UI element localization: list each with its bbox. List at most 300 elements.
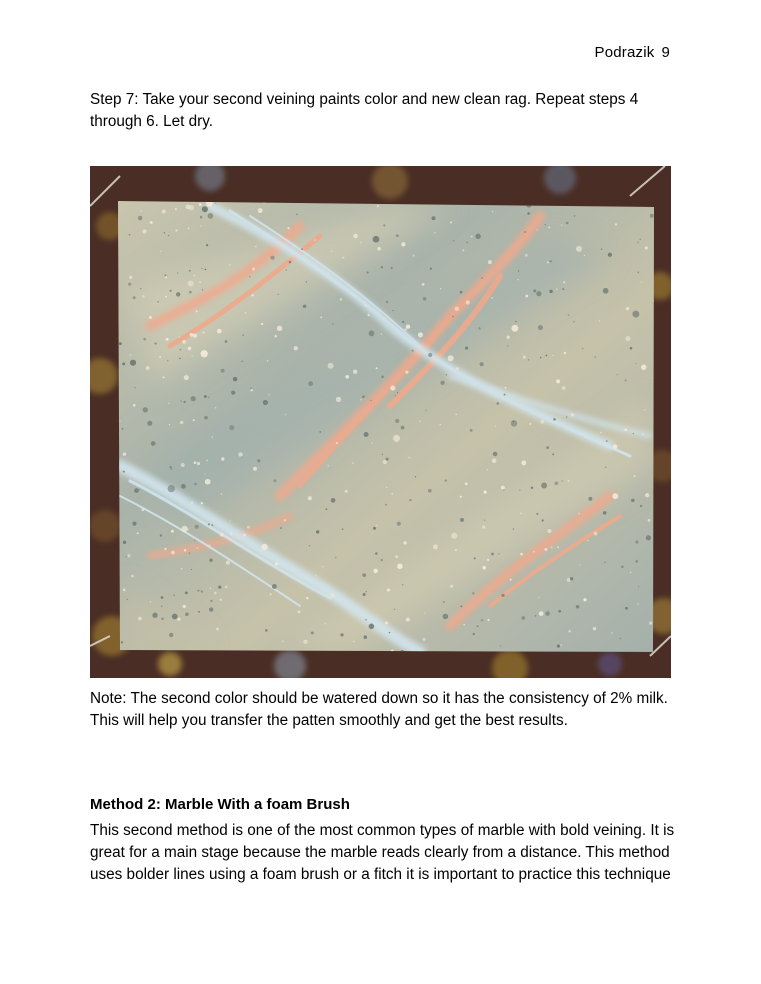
paint-speckle [210,588,211,589]
paint-speckle [401,426,405,430]
paint-speckle [515,321,517,323]
paint-speckle [451,533,457,539]
paint-speckle [423,638,426,641]
paint-speckle [146,366,150,370]
paint-speckle [389,632,390,633]
paint-speckle [599,320,600,321]
paint-speckle [603,288,609,294]
paint-speckle [556,289,558,291]
paint-speckle [440,288,442,290]
paint-speckle [383,224,385,226]
paint-speckle [270,256,274,260]
paint-speckle [547,261,549,263]
paint-speckle [209,559,212,562]
paint-speckle [450,221,452,223]
paint-speckle [249,276,250,277]
paint-speckle [419,421,420,422]
paint-speckle [140,210,141,211]
paint-speckle [460,496,462,498]
paint-speckle [342,257,344,259]
paint-speckle [162,209,166,213]
paint-speckle [306,597,308,599]
paint-speckle [376,525,377,526]
paint-speckle [393,435,400,442]
paint-speckle [523,356,526,359]
paint-speckle [552,355,553,356]
paint-speckle [277,294,278,295]
paint-speckle [322,566,323,567]
paint-speckle [241,361,243,363]
paint-speckle [641,365,646,370]
paint-speckle [169,633,173,637]
paint-speckle [289,261,291,263]
paint-speckle [270,593,272,595]
paint-speckle [134,488,139,493]
paint-speckle [128,283,131,286]
paint-speckle [165,296,167,298]
paint-speckle [181,463,185,467]
paint-speckle [201,502,203,504]
paint-speckle [547,529,551,533]
paint-speckle [151,441,156,446]
step-7-paragraph: Step 7: Take your second veining paints color and new clean rag. Repeat steps 4 through 6. Let dry. [90,91,639,130]
paint-speckle [386,301,388,303]
paint-speckle [328,363,334,369]
paint-speckle [452,316,454,318]
paint-speckle [220,533,224,537]
paint-speckle [487,469,488,470]
paint-speckle [255,246,256,247]
paint-speckle [200,216,203,219]
paint-speckle [123,541,126,544]
paint-speckle [215,203,216,204]
paint-speckle [646,535,651,540]
paint-speckle [373,569,378,574]
paint-speckle [365,305,367,307]
paint-speckle [123,471,125,473]
paint-speckle [155,343,157,345]
paint-speckle [272,584,277,589]
paint-speckle [406,617,410,621]
paint-speckle [306,281,307,282]
paint-speckle [540,357,542,359]
paint-speckle [208,213,214,219]
paint-speckle [325,508,327,510]
paint-speckle [637,603,638,604]
note-paragraph: Note: The second color should be watered down so it has the consistency of 2% milk. This will help you transfer the patten smoothly and get the best results. [90,690,668,729]
paint-speckle [370,400,372,402]
paint-speckle [130,360,136,366]
paint-speckle [185,612,189,616]
paint-speckle [280,527,282,529]
paint-speckle [405,328,407,330]
paint-speckle [194,540,195,541]
paint-speckle [308,496,312,500]
paint-speckle [166,338,169,341]
paint-speckle [171,469,172,470]
paint-speckle [546,446,549,449]
paint-speckle [150,601,151,602]
paint-speckle [188,227,190,229]
paint-speckle [325,623,327,625]
paint-speckle [579,564,580,565]
paint-speckle [373,527,376,530]
paint-speckle [448,355,454,361]
paint-speckle [194,461,197,464]
paint-speckle [491,553,494,556]
paint-speckle [460,291,463,294]
paint-speckle [250,389,252,391]
paint-speckle [367,271,369,273]
paint-speckle [152,613,157,618]
paint-speckle [176,292,180,296]
paint-speckle [412,350,414,352]
paint-speckle [315,575,317,577]
paint-speckle [191,501,193,503]
method-2-heading: Method 2: Marble With a foam Brush [90,796,350,813]
paint-speckle [163,376,165,378]
paint-speckle [564,352,566,354]
paint-speckle [360,399,362,401]
paint-speckle [415,476,416,477]
paint-speckle [611,632,613,634]
paint-speckle [545,611,550,616]
paint-speckle [274,479,277,482]
paint-speckle [342,528,344,530]
paint-speckle [353,234,358,239]
paint-speckle [501,486,505,490]
paint-speckle [471,236,473,238]
paint-speckle [474,557,476,559]
paint-speckle [263,400,268,405]
paint-speckle [143,407,148,412]
paint-speckle [392,310,393,311]
paint-speckle [250,388,251,389]
paint-speckle [181,568,183,570]
paint-speckle [247,526,250,529]
paint-speckle [491,297,493,299]
paint-speckle [637,271,639,273]
paint-speckle [314,239,315,240]
paint-speckle [366,591,368,593]
paint-speckle [473,633,475,635]
paint-speckle [285,269,287,271]
paint-speckle [369,624,375,630]
paint-speckle [139,489,140,490]
paint-speckle [545,355,547,357]
paint-speckle [563,281,565,283]
paint-speckle [401,242,405,246]
paint-speckle [201,268,202,269]
paint-speckle [265,629,268,632]
paint-speckle [122,428,124,430]
paint-speckle [186,204,191,209]
paint-speckle [221,457,224,460]
paint-speckle [557,546,559,548]
paint-speckle [353,370,357,374]
paint-speckle [496,402,499,405]
page-header [594,44,670,61]
paint-speckle [377,247,381,251]
paint-speckle [170,466,172,468]
paint-speckle [533,289,536,292]
paint-speckle [381,333,382,334]
paint-speckle [202,289,203,290]
paint-speckle [466,300,470,304]
paint-speckle [537,229,538,230]
paint-speckle [121,641,123,643]
paint-speckle [258,208,263,213]
paint-speckle [466,242,468,244]
paint-speckle [482,525,485,528]
paint-speckle [460,605,462,607]
paint-speckle [275,335,277,337]
paint-speckle [340,633,343,636]
paint-speckle [127,554,130,557]
paint-speckle [159,356,161,358]
paint-speckle [553,418,556,421]
paint-speckle [296,214,297,215]
paint-speckle [167,360,168,361]
paint-speckle [202,331,204,333]
paint-speckle [119,342,122,345]
paint-speckle [558,610,561,613]
paint-speckle [340,298,342,300]
paint-speckle [331,498,336,503]
paint-speckle [425,410,426,411]
paint-speckle [443,601,445,603]
paint-speckle [316,530,319,533]
paint-speckle [297,610,300,613]
paint-speckle [206,460,208,462]
paint-speckle [482,566,486,570]
paint-speckle [576,246,582,252]
paint-speckle [208,523,210,525]
paint-speckle [604,562,605,563]
paint-speckle [521,460,526,465]
paint-speckle [199,203,202,206]
paint-speckle [445,480,447,482]
paint-speckle [385,622,388,625]
paint-speckle [552,453,554,455]
paint-speckle [566,222,569,225]
paint-speckle [188,280,194,286]
paint-speckle [645,493,649,497]
paint-speckle [363,593,366,596]
paint-speckle [621,565,624,568]
paint-speckle [229,425,234,430]
paint-speckle [134,387,135,388]
paint-speckle [433,544,438,549]
paint-speckle [119,421,120,422]
paint-speckle [505,387,507,389]
paint-speckle [450,585,453,588]
paint-speckle [538,597,539,598]
paint-speckle [568,314,570,316]
paint-speckle [550,260,552,262]
paint-speckle [382,454,383,455]
paint-speckle [536,291,541,296]
paint-speckle [267,360,269,362]
paint-speckle [157,301,159,303]
paint-speckle [642,433,643,434]
paint-speckle [531,487,533,489]
paint-speckle [345,375,349,379]
method-2-body: This second method is one of the most common types of marble with bold veining. It is great for a main stage because the marble reads clearly from a distance. This method uses bolder lines using a foam brush or a fitch it is important to practice this technique [90,822,675,883]
paint-speckle [568,630,571,633]
paint-speckle [481,277,483,279]
paint-speckle [500,645,501,646]
paint-speckle [625,607,628,610]
paint-speckle [142,295,145,298]
paint-speckle [376,367,378,369]
paint-speckle [364,432,369,437]
paint-speckle [520,553,523,556]
paint-speckle [238,452,242,456]
paint-speckle [182,340,186,344]
paint-speckle [175,229,177,231]
paint-speckle [381,266,383,268]
paint-speckle [545,224,546,225]
paint-speckle [390,386,395,391]
paint-speckle [123,589,126,592]
paint-speckle [520,513,522,515]
paint-speckle [397,522,401,526]
paint-speckle [554,481,558,485]
paint-speckle [230,520,231,521]
paint-speckle [408,457,410,459]
paint-speckle [625,379,627,381]
paint-speckle [422,283,425,286]
paint-speckle [541,483,547,489]
paint-speckle [130,354,132,356]
paint-speckle [294,346,298,350]
paint-speckle [173,594,175,596]
paint-speckle [583,598,586,601]
paint-speckle [251,294,254,297]
paint-speckle [360,242,361,243]
paint-speckle [551,546,553,548]
paint-speckle [540,420,544,424]
paint-speckle [208,545,210,547]
paint-speckle [201,350,208,357]
paint-speckle [197,590,199,592]
paint-speckle [549,290,552,293]
paint-speckle [194,275,196,277]
paint-speckle [164,548,166,550]
paint-speckle [480,362,484,366]
paint-speckle [375,552,378,555]
paint-speckle [191,569,192,570]
paint-speckle [168,403,169,404]
paint-speckle [402,321,404,323]
paint-speckle [301,248,303,250]
paint-speckle [456,367,459,370]
paint-speckle [453,240,454,241]
paint-speckle [386,458,389,461]
paint-speckle [600,432,601,433]
paint-speckle [132,522,136,526]
paint-speckle [635,363,636,364]
paint-speckle [492,459,497,464]
paint-speckle [396,234,399,237]
paint-speckle [168,485,175,492]
paint-speckle [202,206,208,212]
paint-speckle [225,586,227,588]
paint-speckle [165,274,167,276]
paint-speckle [504,394,506,396]
paint-speckle [177,618,180,621]
paint-speckle [383,460,387,464]
paint-speckle [446,374,447,375]
paint-speckle [413,255,415,257]
paint-speckle [535,615,537,617]
paint-speckle [209,607,213,611]
paint-speckle [418,332,423,337]
paint-speckle [275,562,278,565]
paint-speckle [397,564,403,570]
paint-speckle [204,395,207,398]
paint-speckle [632,311,639,318]
paint-speckle [492,211,493,212]
paint-speckle [261,323,263,325]
paint-speckle [576,605,580,609]
paint-speckle [424,612,425,613]
paint-speckle [191,396,196,401]
paint-speckle [561,480,562,481]
paint-speckle [362,573,366,577]
paint-speckle [215,407,216,408]
paint-speckle [194,483,197,486]
paint-speckle [644,409,645,410]
paint-speckle [205,479,211,485]
paint-speckle [391,493,393,495]
paint-speckle [175,208,177,210]
paint-speckle [345,490,348,493]
paint-speckle [571,413,574,416]
paint-speckle [395,555,398,558]
paint-speckle [635,540,638,543]
page-number: 9 [661,44,670,61]
paint-speckle [518,279,519,280]
paint-speckle [231,391,235,395]
paint-speckle [377,205,379,207]
paint-speckle [487,619,489,621]
paint-speckle [196,310,198,312]
paint-speckle [193,419,195,421]
paint-speckle [218,586,221,589]
paint-speckle [545,548,548,551]
paint-speckle [319,431,321,433]
paint-speckle [201,590,203,592]
paint-speckle [189,291,192,294]
paint-speckle [138,617,142,621]
paint-speckle [220,599,222,601]
paint-speckle [170,290,172,292]
paint-speckle [406,324,410,328]
paint-speckle [165,276,167,278]
paint-speckle [371,442,373,444]
paint-speckle [440,381,444,385]
paint-speckle [511,325,518,332]
paint-speckle [524,231,526,233]
paint-speckle [181,526,187,532]
paint-speckle [501,594,504,597]
paint-speckle [171,530,174,533]
paint-speckle [443,614,449,620]
paint-speckle [197,547,199,549]
paint-speckle [498,553,499,554]
